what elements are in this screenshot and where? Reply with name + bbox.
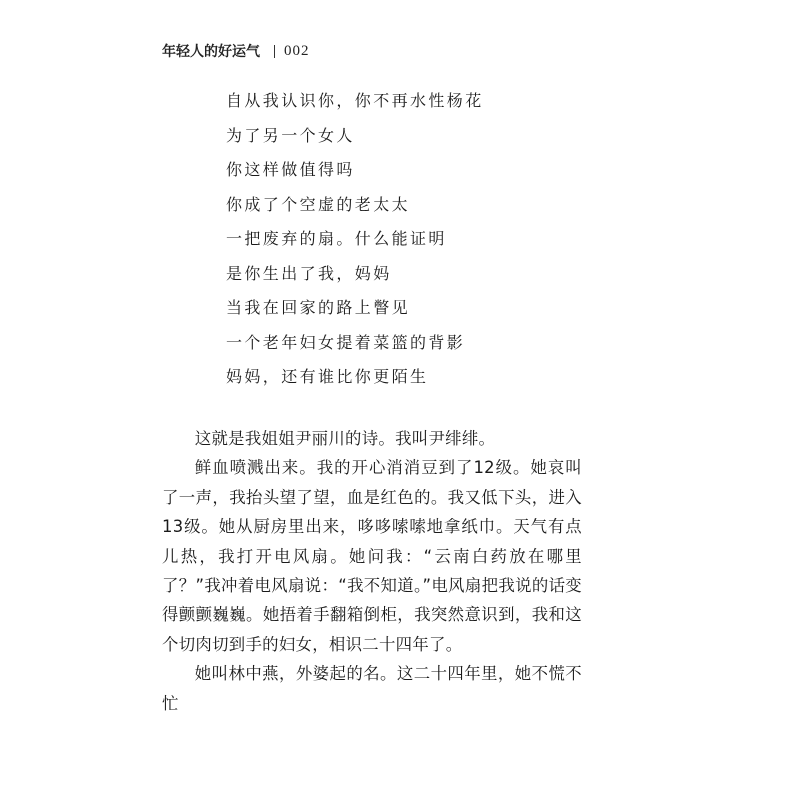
running-head xyxy=(162,40,310,62)
poem-line: 你成了个空虚的老太太 xyxy=(226,194,411,214)
book-title: 年轻人的好运气 xyxy=(162,44,260,60)
poem-line: 为了另一个女人 xyxy=(226,125,355,145)
poem-line: 是你生出了我，妈妈 xyxy=(226,263,392,283)
poem-line: 当我在回家的路上瞥见 xyxy=(226,298,411,317)
poem-line: 妈妈，还有谁比你更陌生 xyxy=(226,367,429,386)
paragraph: 鲜血喷溅出来。我的开心消消豆到了12级。她哀叫了一声，我抬头望了望，血是红色的。我又低下头，进入13级。她从厨房里出来，哆哆嗦嗦地拿纸巾。天气有点儿热，我打开电风扇。她问我：“云南白药放在哪里了？”我冲着电风扇说：“我不知道。”电风扇把我说的话变得颤颤巍巍。她捂着手翻箱倒柜，我突然意识到，我和这个切肉切到手的妇女，相识二十四年了。 xyxy=(162,458,582,654)
paragraph: 她叫林中燕，外婆起的名。这二十四年里，她不慌不忙 xyxy=(162,664,582,713)
page-number: 002 xyxy=(284,42,310,59)
poem-line: 你这样做值得吗 xyxy=(226,160,355,179)
poem-line: 一把废弃的扇。什么能证明 xyxy=(226,229,447,248)
poem xyxy=(226,87,484,398)
header-divider xyxy=(274,45,275,58)
paragraph: 这就是我姐姐尹丽川的诗。我叫尹绯绯。 xyxy=(194,429,496,448)
poem-line: 自从我认识你，你不再水性杨花 xyxy=(226,91,484,110)
body-text xyxy=(162,424,582,718)
poem-line: 一个老年妇女提着菜篮的背影 xyxy=(226,332,466,352)
